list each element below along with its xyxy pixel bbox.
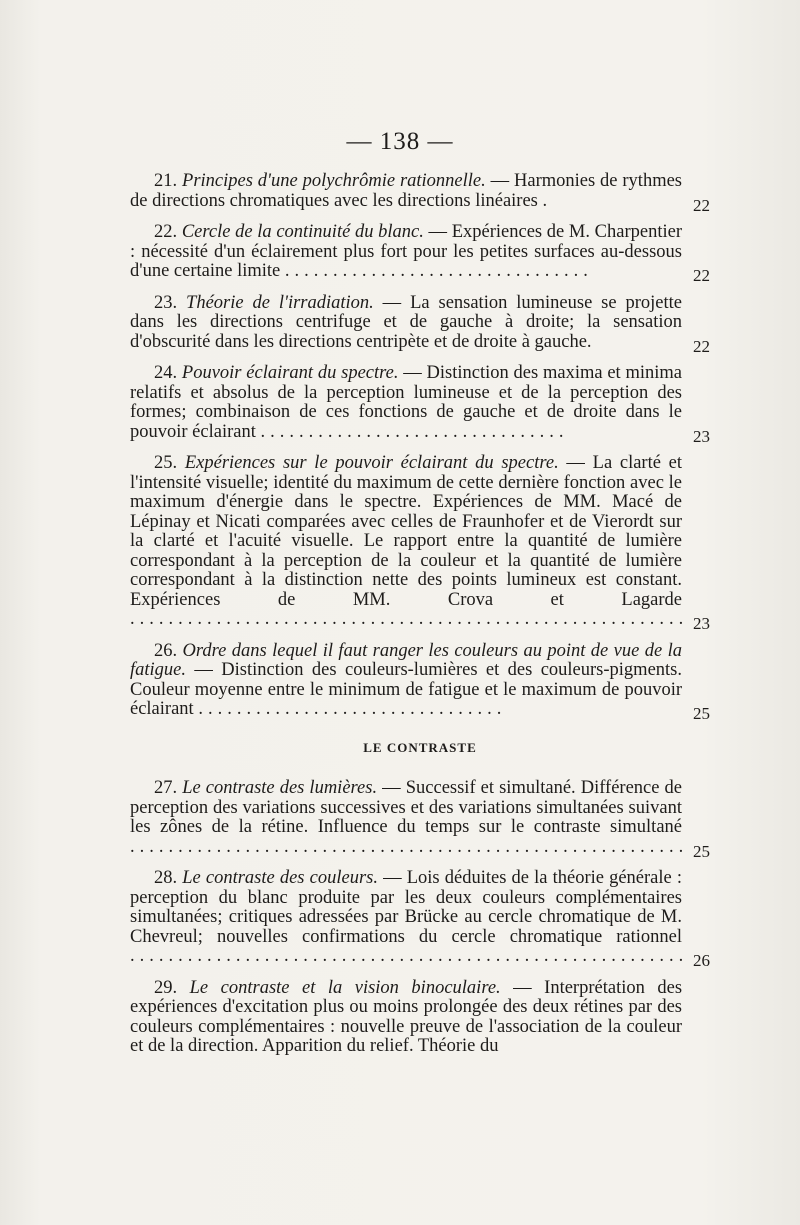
toc-entry <box>130 292 710 356</box>
entry-number: 22. <box>154 222 178 242</box>
toc-entry-text <box>130 364 710 442</box>
entry-title: Pouvoir éclairant du spectre. <box>181 363 399 383</box>
entry-title: Le contraste des lumières. <box>182 778 378 798</box>
toc-entry <box>130 363 710 446</box>
toc-entry-text <box>130 642 710 720</box>
entry-number: 23. <box>154 292 178 313</box>
entry-title: Principes d'une polychrômie rationnelle. <box>182 171 486 191</box>
entry-number: 21. <box>154 171 178 191</box>
entry-number: 25. <box>154 453 178 473</box>
page-reference: 22 <box>693 336 710 356</box>
toc-entry <box>130 979 710 1057</box>
entry-description: — Harmonies de rythmes de directions chromatiques avec les directions linéaires <box>130 171 682 211</box>
toc-entry-text <box>130 454 710 630</box>
toc-entry-text <box>130 979 710 1057</box>
page-number: — 138 — <box>346 128 454 155</box>
entry-description: — Distinction des maxima et minima relatifs et absolus de la perception lumineuse et de la perception des formes; combinaison de ces fonctions de gauche et de droite dans le pouvoir éclairant <box>130 363 682 442</box>
entry-description: — Successif et simultané. Différence de perception des variations successives et des variations simultanées suivant les zônes de la rétine. Influence du temps sur le contraste simultané <box>130 778 683 837</box>
entry-number: 26. <box>154 640 178 661</box>
toc-entry <box>130 868 710 970</box>
table-of-contents <box>130 172 710 1069</box>
entry-description: — La sensation lumineuse se projette dans les directions centrifuge et de gauche à droite; la sensation d'obscurité dans les directions centripète et de droite à gauche. <box>130 292 682 352</box>
toc-entry <box>130 171 710 215</box>
entry-title: Le contraste des couleurs. <box>182 868 378 888</box>
page-reference: 22 <box>693 266 710 285</box>
toc-entry-text <box>130 779 710 857</box>
page-reference: 22 <box>693 195 710 215</box>
toc-entry-text <box>130 294 710 353</box>
entry-description: — Expériences de M. Charpentier : nécessité d'un éclairement plus fort pour les petites surfaces au-dessous d'une certaine limite <box>130 222 683 281</box>
entry-description: — Distinction des couleurs-lumières et des couleurs-pigments. Couleur moyenne entre le minimum de fatigue et le maximum de pouvoir éclairant <box>130 660 682 719</box>
page-reference: 26 <box>693 951 710 970</box>
entry-title: Cercle de la continuité du blanc. <box>181 222 424 242</box>
section-heading: LE CONTRASTE <box>363 739 477 755</box>
entry-number: 29. <box>154 977 178 998</box>
toc-entry <box>130 778 710 861</box>
toc-entry-text <box>130 869 710 967</box>
entry-number: 28. <box>154 868 178 888</box>
entry-number: 24. <box>154 363 178 383</box>
entry-title: Le contraste et la vision binoculaire. <box>189 977 501 998</box>
dot-leader: .......................................................... <box>130 946 689 966</box>
dot-leader: .......................................................... <box>130 609 689 629</box>
toc-entries-group <box>130 779 710 1057</box>
toc-entry <box>130 640 710 723</box>
entry-description: — La clarté et l'intensité visuelle; identité du maximum de cette dernière fonction avec le maximum d'énergie dans le spectre. Expériences de MM. Macé de Lépinay et Nicati comparées avec celles de Fraunhofer et de Vierordt sur la clarté et l'acuité visuelle. Le rapport entre la quantité de lumière correspondant à la perception de la couleur et la quantité de lumière correspondant à la distinction nette des points lumineux est constant. Expériences de MM. Crova et Lagarde <box>130 453 683 610</box>
page-reference: 23 <box>693 614 710 633</box>
dot-leader: .......................................................... <box>130 836 689 857</box>
page-reference: 23 <box>693 426 710 446</box>
page-reference: 25 <box>693 841 710 861</box>
dot-leader: ................................ <box>260 421 569 442</box>
entry-title: Expériences sur le pouvoir éclairant du spectre. <box>184 453 559 473</box>
entry-number: 27. <box>154 778 178 798</box>
dot-leader: ................................ <box>198 699 507 719</box>
entry-description: — Lois déduites de la théorie générale : perception du blanc produite par les deux couleurs complémentaires simultanées; critiques adressées par Brücke au cercle chromatique de M. Chevreul; nouvelles confirmations du cercle chromatique rationnel <box>130 868 682 947</box>
dot-leader: . <box>542 190 553 211</box>
toc-entries-group <box>130 171 710 723</box>
toc-entry-text <box>130 223 710 282</box>
entry-description: — Interprétation des expériences d'excitation plus ou moins prolongée des deux rétines par des couleurs complémentaires : nouvelle preuve de l'association de la couleur et de la direction. Apparition du relief. Théorie du <box>130 977 683 1056</box>
toc-entry <box>130 222 710 285</box>
toc-entry-text <box>130 172 710 211</box>
dot-leader: ................................ <box>284 261 593 281</box>
toc-entry <box>130 453 710 633</box>
entry-title: Ordre dans lequel il faut ranger les couleurs au point de vue de la fatigue. <box>130 640 682 680</box>
page-reference: 25 <box>693 704 710 723</box>
entry-title: Théorie de l'irradiation. <box>186 292 374 313</box>
